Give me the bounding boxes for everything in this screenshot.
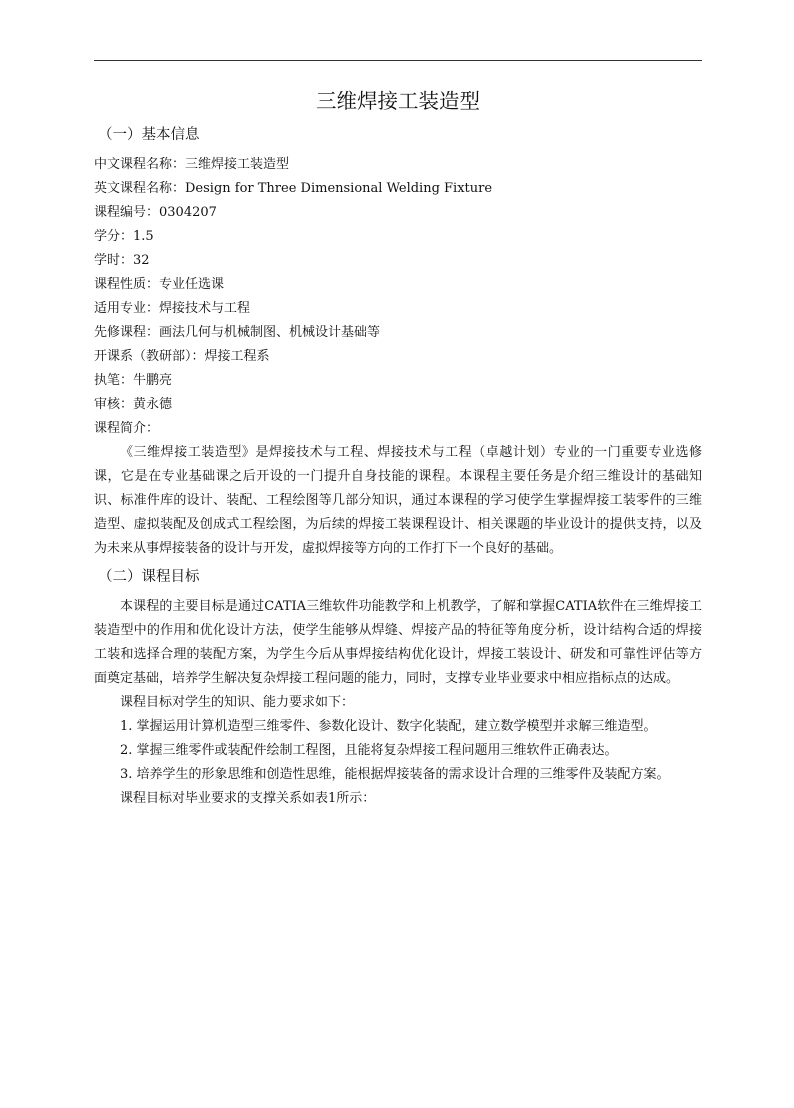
requirements-intro: 课程目标对学生的知识、能力要求如下： bbox=[120, 695, 355, 710]
document-content bbox=[94, 84, 702, 811]
list-item: 2. 掌握三维零件或装配件绘制工程图，且能将复杂焊接工程问题用三维软件正确表达。 bbox=[120, 743, 618, 758]
info-prerequisites: 先修课程：画法几何与机械制图、机械设计基础等 bbox=[94, 325, 381, 340]
info-major: 适用专业：焊接技术与工程 bbox=[94, 301, 251, 316]
info-hours: 学时：32 bbox=[94, 253, 150, 268]
info-author: 执笔：牛鹏亮 bbox=[94, 373, 173, 388]
objectives-paragraph: 本课程的主要目标是通过CATIA三维软件功能教学和上机教学，了解和掌握CATIA软件在三维焊接工装造型中的作用和优化设计方法，使学生能够从焊缝、焊接产品的特征等角度分析，设计结构合适的焊接工装和选择合理的装配方案，为学生今后从事焊接结构优化设计，焊接工装设计、研发和可靠性评估等方面奠定基础，培养学生解决复杂焊接工程问题的能力，同时，支撑专业毕业要求中相应指标点的达成。 bbox=[94, 599, 702, 686]
info-credits: 学分：1.5 bbox=[94, 229, 154, 244]
info-course-code: 课程编号：0304207 bbox=[94, 205, 217, 220]
info-course-type: 课程性质：专业任选课 bbox=[94, 277, 225, 292]
basic-info-list bbox=[94, 153, 702, 441]
info-reviewer: 审核：黄永德 bbox=[94, 397, 173, 412]
list-item: 1. 掌握运用计算机造型三维零件、参数化设计、数字化装配，建立数学模型并求解三维造型。 bbox=[120, 719, 657, 734]
table-reference-paragraph: 课程目标对毕业要求的支撑关系如表1所示： bbox=[120, 791, 376, 806]
info-department: 开课系（教研部）：焊接工程系 bbox=[94, 349, 270, 364]
course-intro-paragraph: 《三维焊接工装造型》是焊接技术与工程、焊接技术与工程（卓越计划）专业的一门重要专业选修课，它是在专业基础课之后开设的一门提升自身技能的课程。本课程主要任务是介绍三维设计的基础知识、标准件库的设计、装配、工程绘图等几部分知识，通过本课程的学习使学生掌握焊接工装零件的三维造型、虚拟装配及创成式工程绘图，为后续的焊接工装课程设计、相关课题的毕业设计的提供支持，以及为未来从事焊接装备的设计与开发，虚拟焊接等方向的工作打下一个良好的基础。 bbox=[94, 445, 702, 556]
section-heading-basic-info: （一）基本信息 bbox=[98, 127, 200, 143]
info-intro-label: 课程简介： bbox=[94, 421, 160, 436]
header-rule bbox=[94, 60, 702, 61]
objectives-list bbox=[94, 715, 702, 787]
info-chinese-name: 中文课程名称：三维焊接工装造型 bbox=[94, 157, 290, 172]
document-title: 三维焊接工装造型 bbox=[316, 89, 480, 113]
info-english-name: 英文课程名称：Design for Three Dimensional Welding Fixture bbox=[94, 181, 493, 196]
section-heading-objectives: （二）课程目标 bbox=[98, 569, 200, 585]
list-item: 3. 培养学生的形象思维和创造性思维，能根据焊接装备的需求设计合理的三维零件及装配方案。 bbox=[120, 767, 670, 782]
